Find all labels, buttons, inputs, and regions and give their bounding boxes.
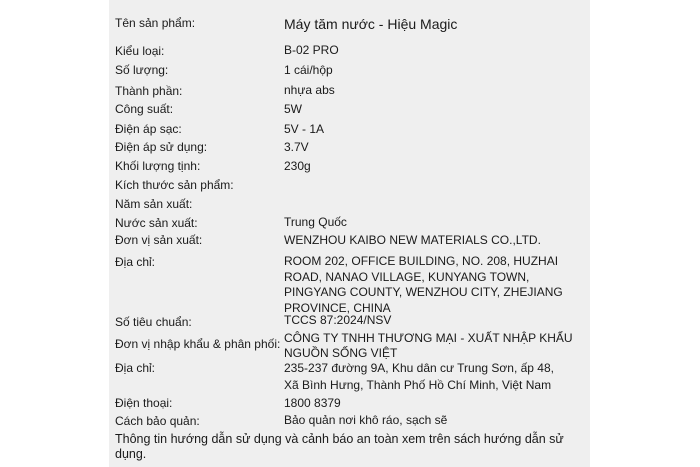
field-label: Tên sản phẩm:	[115, 16, 196, 30]
field-label: Nước sản xuất:	[115, 216, 198, 230]
field-label: Năm sản xuất:	[115, 197, 193, 211]
field-value: CÔNG TY TNHH THƯƠNG MẠI - XUẤT NHẬP KHẨU	[284, 331, 573, 345]
field-value: 1 cái/hộp	[284, 63, 333, 77]
field-value: 5V - 1A	[284, 122, 325, 136]
field-value: 1800 8379	[284, 396, 341, 410]
field-label: Thành phần:	[115, 84, 183, 98]
field-label: Đơn vị nhập khẩu & phân phối:	[115, 337, 281, 351]
field-label: Công suất:	[115, 102, 174, 116]
field-value: NGUỒN SỐNG VIỆT	[284, 346, 398, 360]
field-value: 235-237 đường 9A, Khu dân cư Trung Sơn, ấp 48,	[284, 361, 554, 375]
field-label: Số tiêu chuẩn:	[115, 315, 192, 329]
field-value: PINGYANG COUNTY, WENZHOU CITY, ZHEJIANG	[284, 285, 563, 299]
field-label: Cách bảo quản:	[115, 414, 200, 428]
field-label: Kích thước sản phẩm:	[115, 178, 234, 192]
product-name: Máy tăm nước - Hiệu Magic	[284, 16, 458, 32]
field-label: Số lượng:	[115, 63, 169, 77]
field-label: Kiểu loại:	[115, 44, 165, 58]
field-value: ROAD, NANAO VILLAGE, KUNYANG TOWN,	[284, 269, 530, 284]
usage-note: Thông tin hướng dẫn sử dụng và cảnh báo an toàn xem trên sách hướng dẫn sử dụng.	[115, 432, 564, 461]
field-value: 230g	[284, 159, 311, 173]
field-value: 3.7V	[284, 140, 309, 154]
field-label: Khối lượng tịnh:	[115, 159, 201, 173]
field-label: Điện áp sử dụng:	[115, 140, 208, 154]
field-label: Điện áp sạc:	[115, 122, 182, 136]
field-value: Bảo quản nơi khô ráo, sạch sẽ	[284, 413, 448, 427]
field-value: 5W	[284, 102, 302, 116]
field-value: WENZHOU KAIBO NEW MATERIALS CO.,LTD.	[284, 233, 541, 247]
field-value: nhựa abs	[284, 83, 335, 97]
field-value: PROVINCE, CHINA	[284, 300, 391, 315]
field-value: Trung Quốc	[284, 215, 347, 229]
field-value: B-02 PRO	[284, 43, 339, 57]
field-value: Xã Bình Hưng, Thành Phố Hồ Chí Minh, Việt Nam	[284, 378, 552, 392]
field-value: ROOM 202, OFFICE BUILDING, NO. 208, HUZHAI	[284, 254, 559, 268]
field-label: Đơn vị sản xuất:	[115, 233, 203, 247]
field-label: Địa chỉ:	[115, 255, 156, 269]
field-label: Điện thoại:	[115, 396, 173, 410]
field-value: TCCS 87:2024/NSV	[284, 313, 392, 327]
field-label: Địa chỉ:	[115, 361, 156, 375]
